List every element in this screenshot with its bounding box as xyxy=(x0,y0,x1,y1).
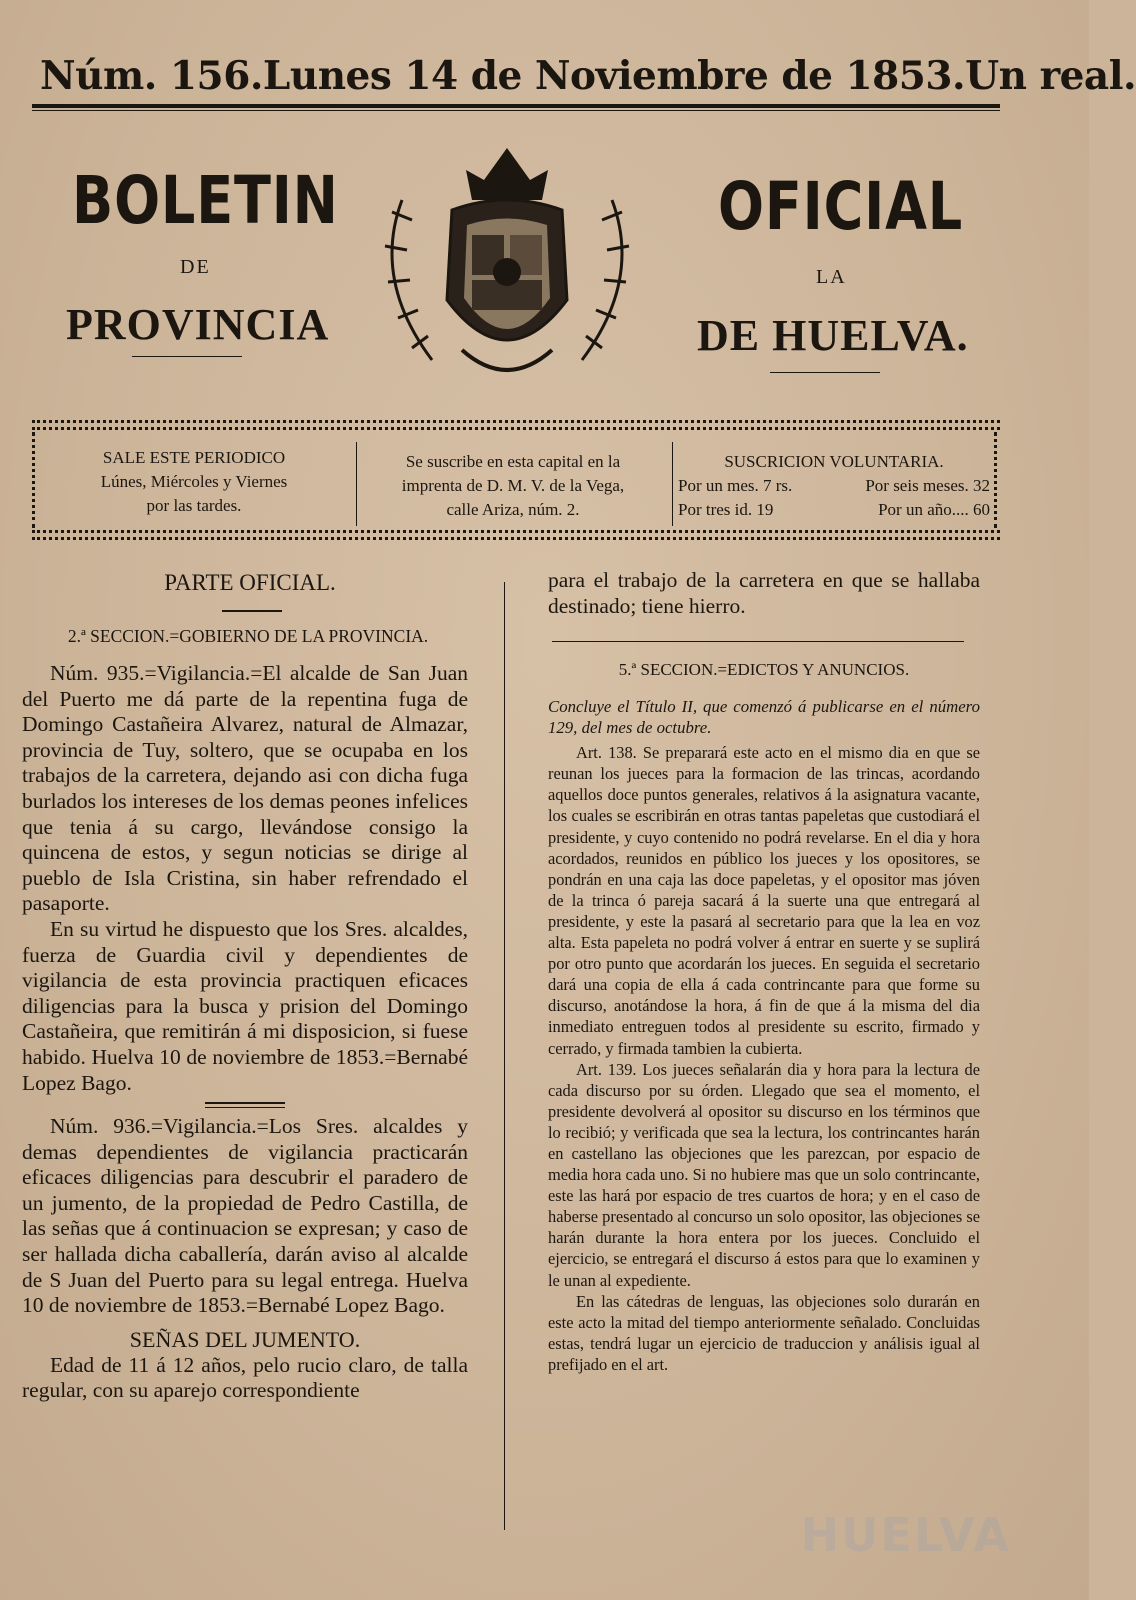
edicto-intro: Concluye el Título II, que comenzó á publicarse en el número 129, del mes de octubre. xyxy=(548,697,980,738)
band-col3-row1 xyxy=(678,474,990,498)
subsection-edictos: 5.ª SECCION.=EDICTOS Y ANUNCIOS. xyxy=(618,660,910,680)
subtitle-senas-jumento: SEÑAS DEL JUMENTO. xyxy=(129,1326,361,1352)
article-138: Art. 138. Se preparará este acto en el mismo dia en que se reunan los jueces para la formacion de las trincas, acordando aquellos doce puntos generales, relativos á la asignatura vacante, los cuales se escribirán en otras tantas papeletas que custodiará el presidente, y cuyo contenido no podrá revelarse. En el dia y hora acordados, reunidos en público los jueces y los opositores, se pondrán en una caja las doce papeletas, y el opositor mas jóven de la trinca ó pareja sacará á la suerte una que entregará al presidente, y este la pasará al secretario para que la lea en voz alta. Esta papeleta no podrá volver á entrar en suerte y se suplirá por otro punto que acordarán los jueces. En seguida el secretario dará una copia de ella á cada contrincante para que forme su discurso, anotándose la hora, á fin de que á la misma del dia inmediato entreguen todos al presidente su escrito, firmado y cerrado, y firmada tambien la cubierta. xyxy=(548,743,980,1058)
column-divider xyxy=(504,582,505,1530)
band-col-subscription xyxy=(362,450,664,522)
notice-separator xyxy=(205,1102,285,1108)
band-left-border xyxy=(32,432,39,528)
section-rule xyxy=(552,641,964,642)
coat-of-arms-icon xyxy=(362,140,652,390)
price-one-year: Por un año.... 60 xyxy=(878,500,990,519)
article-139: Art. 139. Los jueces señalarán dia y hora para la lectura de cada discurso por su órden. Llegado que sea el momento, el presidente devolverá al opositor su discurso en los términos que lo recibió; y verificada que sea la lectura, los contrincantes harán en castellano las objeciones que les parezcan, por espacio de media hora cada uno. Si no hubiere mas que un solo contrincante, este las hará por espacio de tres cuartos de hora; y en el caso de haberse presentado al concurso un solo opositor, las objeciones se harán durante la hora entera por los jueces. Concluido el ejercicio, se entregará el discurso á estos para que lo examinen y le unan al expediente. xyxy=(548,1059,980,1290)
masthead-de: DE xyxy=(180,256,211,278)
price-three-months: Por tres id. 19 xyxy=(678,500,774,519)
band-col1-line2: Lúnes, Miércoles y Viernes xyxy=(100,472,288,491)
notice-936: Núm. 936.=Vigilancia.=Los Sres. alcaldes y demas dependientes de vigilancia practicarán eficaces diligencias para descubrir el paradero de un jumento, de la propiedad de Pedro Castilla, de las señas que á continuacion se expresan; y caso de ser hallada dicha caballería, darán aviso al alcalde de S Juan del Puerto para su legal entrega. Huelva 10 de noviembre de 1853.=Bernabé Lopez Bago. xyxy=(22,1114,468,1318)
masthead-la: LA xyxy=(816,266,847,288)
price-one-month: Por un mes. 7 rs. xyxy=(678,476,793,495)
edicto-body xyxy=(548,696,980,1375)
masthead-de-huelva: DE HUELVA. xyxy=(697,311,969,360)
band-divider-2 xyxy=(672,442,673,526)
price-six-months: Por seis meses. 32 xyxy=(865,476,990,495)
band-col-publication xyxy=(44,446,344,518)
notice-935-p1: Núm. 935.=Vigilancia.=El alcalde de San Juan del Puerto me dá parte de la repentina fuga de Domingo Castañeira Alvarez, natural de Almazar, provincia de Tuy, soltero, que se ocupaba en los trabajos de la carretera, dejando asi con dicha fuga burlados los intereses de los demas peones infelices que tenia á su cargo, llevándose consigo la quincena de estos, y segun noticias se dirige al pueblo de Isla Cristina, sin haber refrendado el pasaporte. xyxy=(22,661,468,916)
band-col3-title: SUSCRICION VOLUNTARIA. xyxy=(724,452,944,471)
masthead-boletin: BOLETIN xyxy=(72,162,339,239)
masthead-right-ornament xyxy=(770,372,880,373)
section-ornament xyxy=(222,610,282,612)
band-col1-line1: SALE ESTE PERIODICO xyxy=(102,448,286,467)
band-col1-line3: por las tardes. xyxy=(146,496,242,515)
subsection-gobierno: 2.ª SECCION.=GOBIERNO DE LA PROVINCIA. xyxy=(67,626,429,646)
issue-number: Núm. 156. xyxy=(40,53,263,99)
senas-description: Edad de 11 á 12 años, pelo rucio claro, de talla regular, con su aparejo correspondiente xyxy=(22,1352,468,1403)
article-lenguas: En las cátedras de lenguas, las objeciones solo durarán en este acto la mitad del tiempo anteriormente señalado. Concluidas estas, tendrá lugar un ejercicio de traduccion y análisis igual al prefijado en el art. xyxy=(548,1291,980,1374)
header-rule-thick xyxy=(32,104,1000,108)
left-column xyxy=(22,570,468,1404)
issue-price: Un real. xyxy=(965,53,1136,99)
header-rule-thin xyxy=(32,110,1000,111)
section-title-parte-oficial: PARTE OFICIAL. xyxy=(164,570,336,595)
masthead-oficial: OFICIAL xyxy=(718,168,964,245)
band-right-border xyxy=(994,432,1001,528)
masthead-left-ornament xyxy=(132,356,242,357)
band-col2-line3: calle Ariza, núm. 2. xyxy=(446,500,580,519)
band-col2-line1: Se suscribe en esta capital en la xyxy=(405,452,621,471)
band-col2-line2: imprenta de D. M. V. de la Vega, xyxy=(401,476,625,495)
band-top-border xyxy=(32,420,1000,430)
issue-header xyxy=(40,46,1136,106)
band-divider-1 xyxy=(356,442,357,526)
issue-date: Lunes 14 de Noviembre de 1853. xyxy=(262,53,966,99)
right-column xyxy=(548,568,980,1375)
band-bottom-border xyxy=(32,530,1000,540)
watermark-huelva: HUELVA xyxy=(800,1508,1011,1562)
notice-936-continuation: para el trabajo de la carretera en que se hallaba destinado; tiene hierro. xyxy=(548,568,980,618)
masthead-provincia: PROVINCIA xyxy=(66,300,330,349)
band-col-prices xyxy=(678,450,990,522)
notice-935-p2: En su virtud he dispuesto que los Sres. alcaldes, fuerza de Guardia civil y dependientes de vigilancia de esta provincia practiquen eficaces diligencias para la busca y prision del Domingo Castañeira, que remitirán á mi disposicion, si fuese habido. Huelva 10 de noviembre de 1853.=Bernabé Lopez Bago. xyxy=(22,916,468,1095)
band-col3-row2 xyxy=(678,498,990,522)
